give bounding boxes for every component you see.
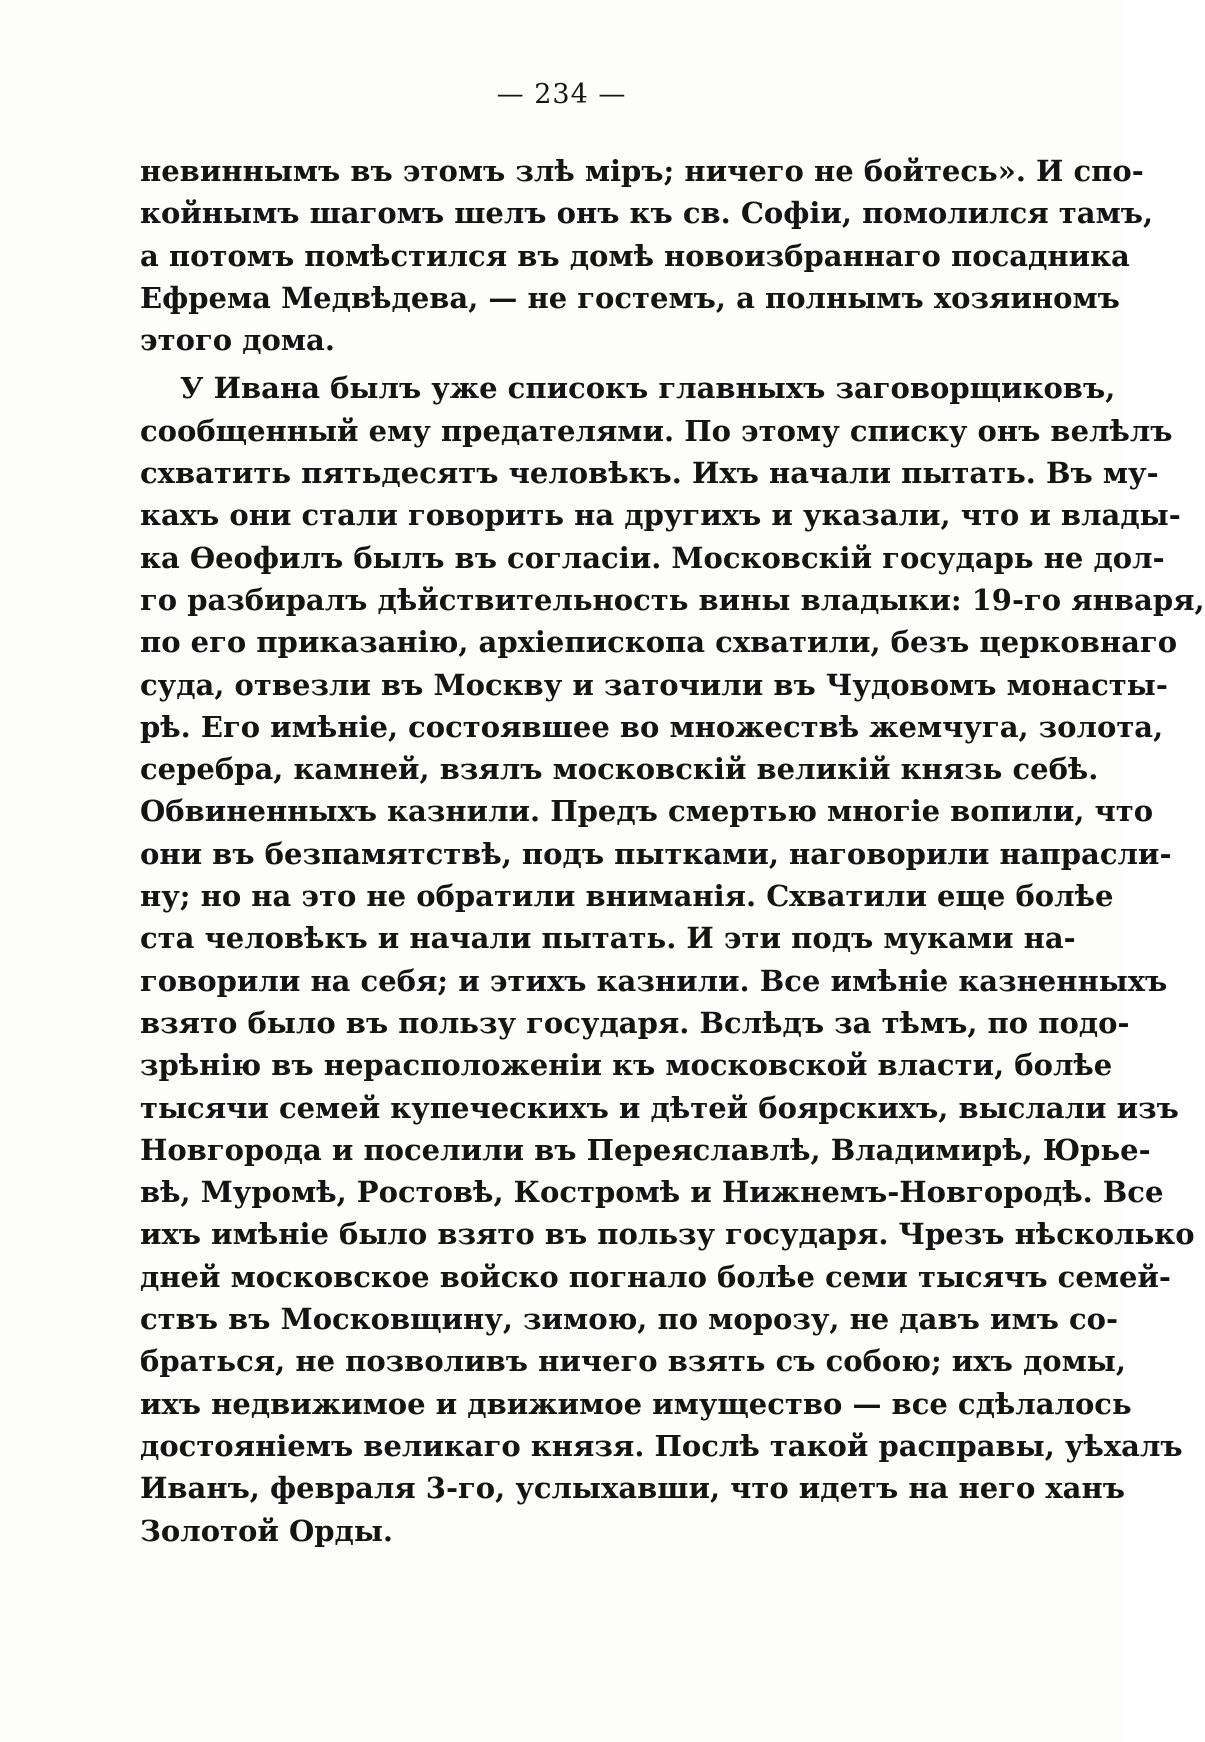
text-line: ста человѣкъ и начали пытать. И эти подъ муками на- [140,921,1076,956]
text-line: У Ивана былъ уже списокъ главныхъ заговорщиковъ, [180,371,1116,406]
paragraph-1 [140,150,1154,361]
text-line: а потомъ помѣстился въ домѣ новоизбраннаго посадника [140,238,1130,273]
text-line: взято было въ пользу государя. Вслѣдъ за тѣмъ, по подо- [140,1005,1130,1040]
text-line: го разбиралъ дѣйствительность вины владыки: 19-го января, [140,582,1205,617]
text-line: вѣ, Муромѣ, Ростовѣ, Костромѣ и Нижнемъ-Новгородѣ. Все [140,1175,1164,1210]
text-line: дней московское войско погнало болѣе семи тысячъ семей- [140,1259,1171,1294]
text-line: по его приказанію, архіепископа схватили, безъ церковнаго [140,625,1178,660]
paragraph-2 [140,367,1205,1551]
text-line: Ефрема Медвѣдева, — не гостемъ, а полнымъ хозяиномъ [140,280,1120,315]
text-line: ка Ѳеофилъ былъ въ согласіи. Московскій государь не дол- [140,540,1165,575]
page-number: — 234 — [496,79,627,110]
text-line: ствъ въ Московщину, зимою, по морозу, не давъ имъ со- [140,1302,1119,1337]
body-text [140,150,1205,1552]
text-line: достояніемъ великаго князя. Послѣ такой расправы, уѣхалъ [140,1428,1183,1463]
text-line: Новгорода и поселили въ Переяславлѣ, Владимирѣ, Юрье- [140,1132,1151,1167]
text-line: тысячи семей купеческихъ и дѣтей боярскихъ, выслали изъ [140,1090,1179,1125]
text-line: Иванъ, февраля 3-го, услыхавши, что идетъ на него ханъ [140,1471,1125,1506]
text-line: Золотой Орды. [140,1513,393,1548]
text-line: говорили на себя; и этихъ казнили. Все имѣніе казненныхъ [140,963,1168,998]
text-line: схватить пятьдесятъ человѣкъ. Ихъ начали пытать. Въ му- [140,456,1159,491]
text-line: кахъ они стали говорить на другихъ и указали, что и влады- [140,498,1181,533]
text-line: Обвиненныхъ казнили. Предъ смертью многіе вопили, что [140,794,1154,829]
text-line: ну; но на это не обратили вниманія. Схватили еще болѣе [140,879,1114,914]
text-line: они въ безпамятствѣ, подъ пытками, наговорили напрасли- [140,836,1172,871]
text-line: невиннымъ въ этомъ злѣ міръ; ничего не бойтесь». И спо- [140,154,1144,188]
text-line: ихъ недвижимое и движимое имущество — все сдѣлалось [140,1386,1132,1421]
text-line: зрѣнію въ нерасположеніи къ московской власти, болѣе [140,1048,1113,1083]
text-line: суда, отвезли въ Москву и заточили въ Чудовомъ монасты- [140,667,1168,702]
text-line: этого дома. [140,323,335,358]
text-line: браться, не позволивъ ничего взять съ собою; ихъ домы, [140,1344,1126,1379]
text-line: сообщенный ему предателями. По этому списку онъ велѣлъ [140,413,1173,448]
text-line: рѣ. Его имѣніе, состоявшее во множествѣ жемчуга, золота, [140,709,1164,744]
text-line: ихъ имѣніе было взято въ пользу государя. Чрезъ нѣсколько [140,1217,1195,1252]
text-line: койнымъ шагомъ шелъ онъ къ св. Софіи, помолился тамъ, [140,196,1154,231]
text-line: серебра, камней, взялъ московскій великій князь себѣ. [140,752,1099,787]
